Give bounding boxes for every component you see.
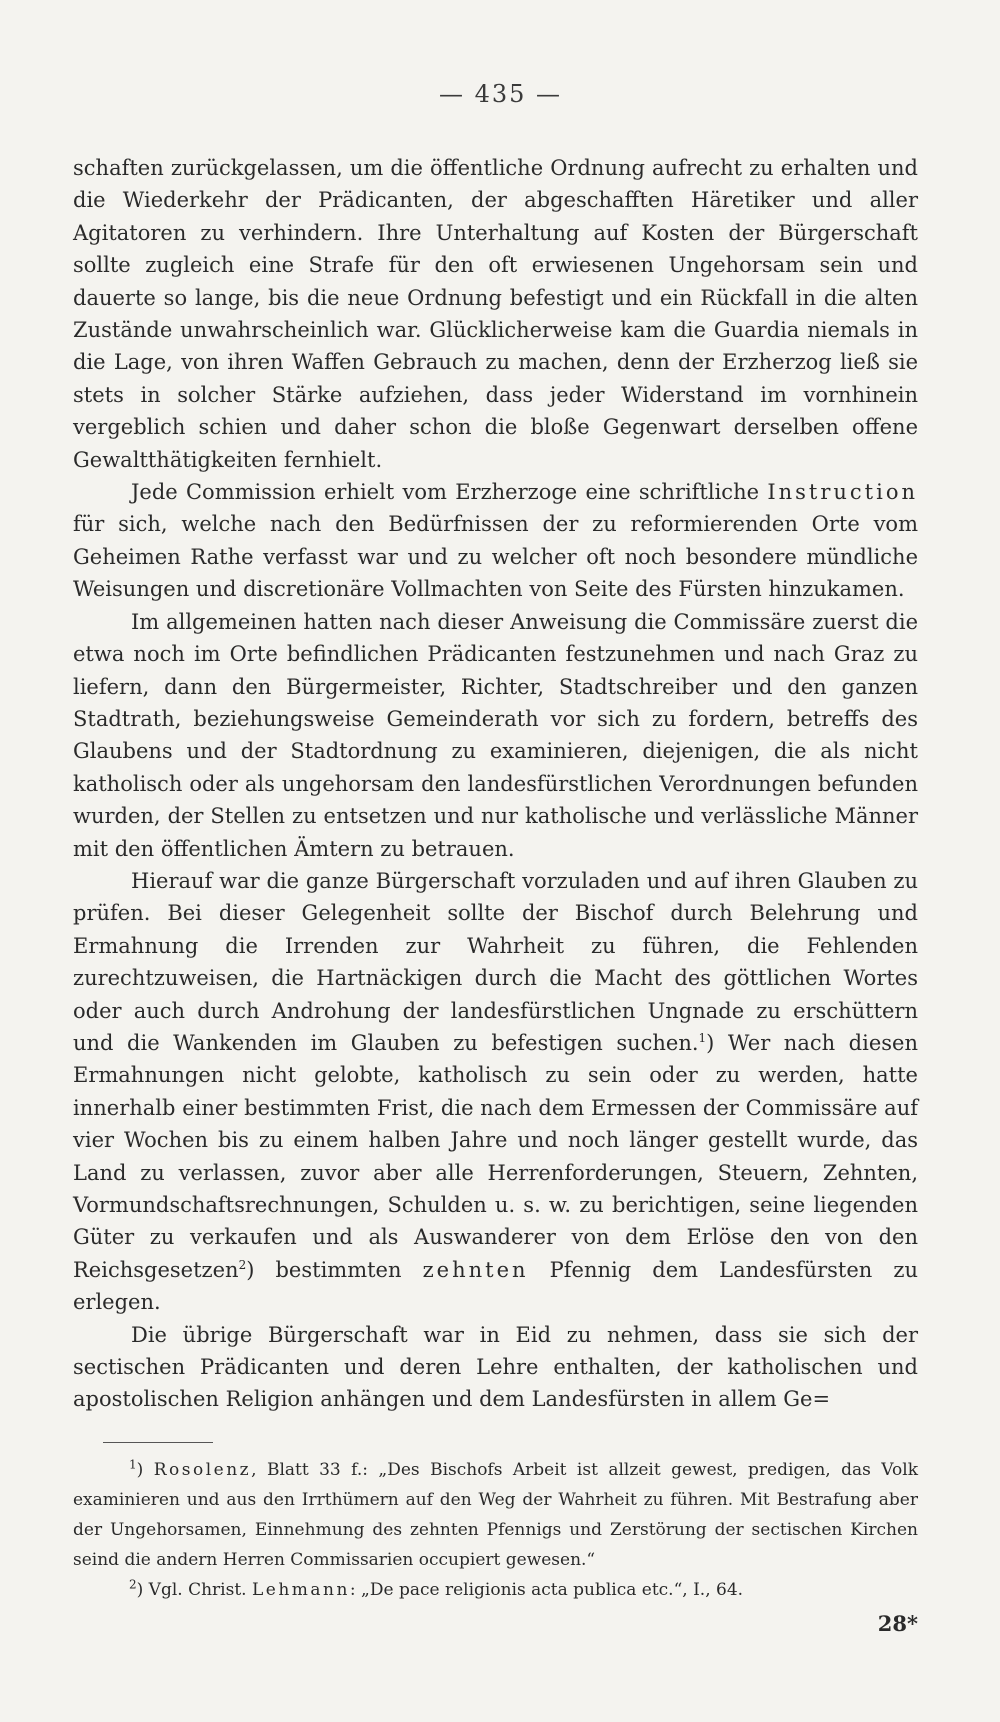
paragraph-4 xyxy=(73,865,918,1319)
footnote-divider xyxy=(103,1442,213,1443)
paragraph-5: Die übrige Bürgerschaft war in Eid zu nehmen, dass sie sich der sectischen Prädicanten und deren Lehre enthalten, der katholischen und apostolischen Religion anhängen und dem Landesfürsten in allem Ge= xyxy=(73,1322,918,1412)
footnote-ref-2: 2 xyxy=(238,1257,247,1272)
footnote-2-author: Lehmann xyxy=(251,1579,350,1600)
paragraph-2-part-b: für sich, welche nach den Bedürfnissen der zu reformierenden Orte vom Geheimen Rathe verfasst war und zu welcher oft noch besondere mündliche Weisungen und discretionäre Vollmachten von Seite des Fürsten hinzukamen. xyxy=(73,512,918,602)
paragraph-2 xyxy=(73,476,918,606)
paragraph-1: schaften zurückgelassen, um die öffentliche Ordnung aufrecht zu erhalten und die Wiederkehr der Prädicanten, der abgeschafften Häretiker und aller Agitatoren zu verhindern. Ihre Unterhaltung auf Kosten der Bürgerschaft sollte zugleich eine Strafe für den oft erwiesenen Ungehorsam sein und dauerte so lange, bis die neue Ordnung befestigt und ein Rückfall in die alten Zustände unwahrscheinlich war. Glücklicherweise kam die Guardia niemals in die Lage, von ihren Waffen Gebrauch zu machen, denn der Erzherzog ließ sie stets in solcher Stärke aufziehen, dass jeder Widerstand im vornhinein vergeblich schien und daher schon die bloße Gegenwart derselben offene Gewaltthätigkeiten fernhielt. xyxy=(73,156,918,472)
paragraph-4-part-b: ) Wer nach diesen Ermahnungen nicht gelobte, katholisch zu sein oder zu werden, hatte innerhalb einer bestimmten Frist, die nach dem Ermessen der Commissäre auf vier Wochen bis zu einem halben Jahre und noch länger gestellt wurde, das Land zu verlassen, zuvor aber alle Herrenforderungen, Steuern, Zehnten, Vormundschaftsrechnungen, Schulden u. s. w. zu berichtigen, seine liegenden Güter zu verkaufen und als Auswanderer von dem Erlöse den von den Reichsgesetzen xyxy=(73,1030,918,1282)
footnote-2-text: : „De pace religionis acta publica etc.“, I., 64. xyxy=(349,1579,744,1600)
main-text xyxy=(73,152,918,1416)
paragraph-2-emphasis: Instruction xyxy=(767,480,918,505)
footnote-1: $^1$) Rosolenz, Blatt 33 f.: „Des Bischofs Arbeit ist allzeit gewest, predigen, das Volk examinieren und aus den Irrthümern auf den Weg der Wahrheit zu führen. Mit Bestrafung aber der Ungehorsamen, Einnehmung des zehnten Pfennigs und Zerstörung der sectischen Kirchen seind die andern Herren Commissarien occupiert gewesen.“ xyxy=(73,1457,918,1570)
paragraph-4-part-a: Hierauf war die ganze Bürgerschaft vorzuladen und auf ihren Glauben zu prüfen. Bei dieser Gelegenheit sollte der Bischof durch Belehrung und Ermahnung die Irrenden zur Wahrheit zu führen, die Fehlenden zurechtzuweisen, die Hartnäckigen durch die Macht des göttlichen Wortes oder auch durch Androhung der landesfürstlichen Ungnade zu erschüttern und die Wankenden im Glauben zu befestigen suchen. xyxy=(73,868,918,1055)
footnote-1-text: , Blatt 33 f.: „Des Bischofs Arbeit ist allzeit gewest, predigen, das Volk examinieren und aus den Irrthümern auf den Weg der Wahrheit zu führen. Mit Bestrafung aber der Ungehorsamen, Einnehmung des zehnten Pfennigs und Zerstörung der sectischen Kirchen seind die andern Herren Commissarien occupiert gewesen.“ xyxy=(73,1459,918,1570)
page-number: — 435 — xyxy=(438,80,563,108)
paragraph-2-part-a: Jede Commission erhielt vom Erzherzoge eine schriftliche xyxy=(131,480,760,505)
footnote-1-mark: 1 xyxy=(129,1457,137,1472)
signature-mark: 28* xyxy=(877,1610,918,1636)
paragraph-4-part-c: ) bestimmten xyxy=(246,1257,402,1282)
footnote-1-author: Rosolenz xyxy=(153,1459,252,1480)
paragraph-4-emphasis: zehnten xyxy=(422,1257,529,1282)
paragraph-3: Im allgemeinen hatten nach dieser Anweisung die Commissäre zuerst die etwa noch im Orte befindlichen Prädicanten festzunehmen und nach Graz zu liefern, dann den Bürgermeister, Richter, Stadtschreiber und den ganzen Stadtrath, beziehungsweise Gemeinderath vor sich zu fordern, betreffs des Glaubens und der Stadtordnung zu examinieren, diejenigen, die als nicht katholisch oder als ungehorsam den landesfürstlichen Verordnungen befunden wurden, der Stellen zu entsetzen und nur katholische und verlässliche Männer mit den öffentlichen Ämtern zu betrauen. xyxy=(73,609,918,861)
footnote-2-prefix: ) Vgl. Christ. xyxy=(136,1579,247,1600)
footnote-2-mark: 2 xyxy=(129,1577,137,1592)
footnote-ref-1: 1 xyxy=(698,1030,707,1045)
footnote-2 xyxy=(73,1575,918,1605)
footnotes xyxy=(73,1455,918,1605)
paragraph-4-part-d: Pfennig dem Landesfürsten zu erlegen. xyxy=(73,1257,918,1315)
